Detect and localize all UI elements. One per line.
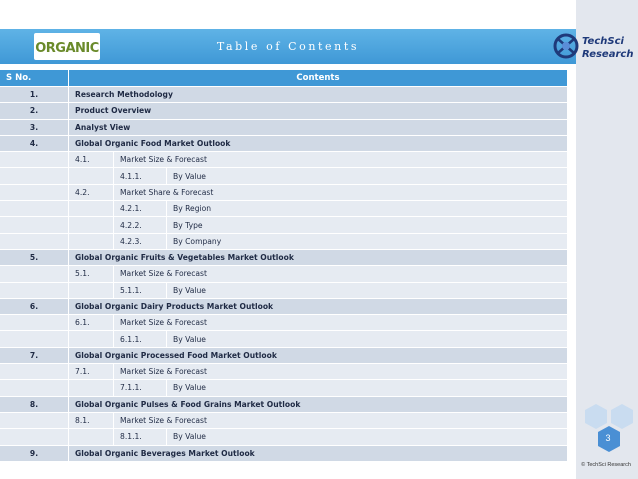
row-indent-empty bbox=[69, 331, 114, 347]
toc-subsection-row bbox=[0, 201, 568, 217]
row-title: By Value bbox=[167, 168, 568, 184]
row-indent-empty bbox=[69, 201, 114, 217]
table-header-row bbox=[0, 70, 568, 87]
toc-subsection-row bbox=[0, 168, 568, 184]
row-number: 8.1. bbox=[69, 413, 114, 429]
row-number: 4.2.1. bbox=[114, 201, 167, 217]
toc-section-row bbox=[0, 136, 568, 152]
toc-subsection-row bbox=[0, 152, 568, 168]
toc-subsection-row bbox=[0, 380, 568, 396]
row-number: 8. bbox=[0, 397, 69, 413]
techsci-logo-line2: Research bbox=[582, 49, 634, 60]
row-number: 5.1. bbox=[69, 266, 114, 282]
header-sno: S No. bbox=[0, 70, 69, 87]
row-title: Global Organic Dairy Products Market Outlook bbox=[69, 299, 568, 315]
techsci-emblem-icon bbox=[555, 35, 577, 57]
row-number: 6.1. bbox=[69, 315, 114, 331]
toc-section-row bbox=[0, 87, 568, 103]
row-title: Global Organic Pulses & Food Grains Market Outlook bbox=[69, 397, 568, 413]
row-number: 3. bbox=[0, 120, 69, 136]
row-title: Analyst View bbox=[69, 120, 568, 136]
row-number: 4.2.2. bbox=[114, 217, 167, 233]
toc-subsection-row bbox=[0, 283, 568, 299]
row-title: Market Size & Forecast bbox=[114, 364, 568, 380]
row-number-empty bbox=[0, 217, 69, 233]
row-number-empty bbox=[0, 364, 69, 380]
row-indent-empty bbox=[69, 429, 114, 445]
row-indent-empty bbox=[69, 168, 114, 184]
row-number: 6.1.1. bbox=[114, 331, 167, 347]
row-title: Product Overview bbox=[69, 103, 568, 119]
row-number-empty bbox=[0, 283, 69, 299]
row-title: Market Size & Forecast bbox=[114, 315, 568, 331]
row-indent-empty bbox=[69, 217, 114, 233]
row-title: Market Size & Forecast bbox=[114, 413, 568, 429]
toc-section-row bbox=[0, 348, 568, 364]
row-number-empty bbox=[0, 185, 69, 201]
row-number-empty bbox=[0, 331, 69, 347]
organic-logo-text: ORGANIC bbox=[35, 41, 99, 56]
row-number: 5.1.1. bbox=[114, 283, 167, 299]
hex-decor-1 bbox=[585, 404, 607, 429]
techsci-logo bbox=[550, 27, 636, 65]
toc-subsection-row bbox=[0, 364, 568, 380]
row-number: 6. bbox=[0, 299, 69, 315]
row-title: Global Organic Fruits & Vegetables Market Outlook bbox=[69, 250, 568, 266]
row-number: 7.1. bbox=[69, 364, 114, 380]
row-title: By Value bbox=[167, 429, 568, 445]
row-number: 4.2. bbox=[69, 185, 114, 201]
toc-subsection-row bbox=[0, 315, 568, 331]
row-title: By Region bbox=[167, 201, 568, 217]
row-title: Research Methodology bbox=[69, 87, 568, 103]
row-indent-empty bbox=[69, 380, 114, 396]
row-number: 4. bbox=[0, 136, 69, 152]
page-title: Table of Contents bbox=[216, 40, 360, 53]
row-number-empty bbox=[0, 315, 69, 331]
toc-subsection-row bbox=[0, 331, 568, 347]
copyright-text: © TechSci Research bbox=[581, 462, 631, 468]
toc-subsection-row bbox=[0, 217, 568, 233]
toc-subsection-row bbox=[0, 234, 568, 250]
row-number: 8.1.1. bbox=[114, 429, 167, 445]
toc-section-row bbox=[0, 446, 568, 462]
toc-section-row bbox=[0, 103, 568, 119]
toc-subsection-row bbox=[0, 429, 568, 445]
page-number: 3 bbox=[605, 433, 611, 443]
header-contents: Contents bbox=[69, 70, 568, 87]
toc-section-row bbox=[0, 250, 568, 266]
row-title: Global Organic Food Market Outlook bbox=[69, 136, 568, 152]
row-number: 2. bbox=[0, 103, 69, 119]
row-title: Global Organic Beverages Market Outlook bbox=[69, 446, 568, 462]
row-number: 4.1. bbox=[69, 152, 114, 168]
row-number: 4.1.1. bbox=[114, 168, 167, 184]
slide-header bbox=[0, 0, 638, 68]
row-number: 5. bbox=[0, 250, 69, 266]
row-title: Market Share & Forecast bbox=[114, 185, 568, 201]
row-title: By Value bbox=[167, 380, 568, 396]
toc-subsection-row bbox=[0, 266, 568, 282]
row-number: 4.2.3. bbox=[114, 234, 167, 250]
row-title: By Company bbox=[167, 234, 568, 250]
toc-subsection-row bbox=[0, 185, 568, 201]
organic-logo bbox=[34, 33, 100, 60]
row-title: Market Size & Forecast bbox=[114, 266, 568, 282]
toc-subsection-row bbox=[0, 413, 568, 429]
row-indent-empty bbox=[69, 234, 114, 250]
row-number-empty bbox=[0, 429, 69, 445]
row-number: 7.1.1. bbox=[114, 380, 167, 396]
row-title: By Value bbox=[167, 331, 568, 347]
row-number-empty bbox=[0, 168, 69, 184]
table-body bbox=[0, 87, 568, 462]
contents-table bbox=[0, 70, 568, 462]
row-number-empty bbox=[0, 413, 69, 429]
row-title: By Type bbox=[167, 217, 568, 233]
row-number: 7. bbox=[0, 348, 69, 364]
row-number-empty bbox=[0, 266, 69, 282]
toc-section-row bbox=[0, 120, 568, 136]
hex-decor-2 bbox=[611, 404, 633, 429]
row-number: 1. bbox=[0, 87, 69, 103]
row-title: Global Organic Processed Food Market Outlook bbox=[69, 348, 568, 364]
row-indent-empty bbox=[69, 283, 114, 299]
techsci-logo-line1: TechSci bbox=[582, 36, 624, 47]
row-number-empty bbox=[0, 380, 69, 396]
row-number: 9. bbox=[0, 446, 69, 462]
row-number-empty bbox=[0, 201, 69, 217]
row-number-empty bbox=[0, 234, 69, 250]
row-title: Market Size & Forecast bbox=[114, 152, 568, 168]
row-number-empty bbox=[0, 152, 69, 168]
row-title: By Value bbox=[167, 283, 568, 299]
toc-section-row bbox=[0, 397, 568, 413]
toc-section-row bbox=[0, 299, 568, 315]
